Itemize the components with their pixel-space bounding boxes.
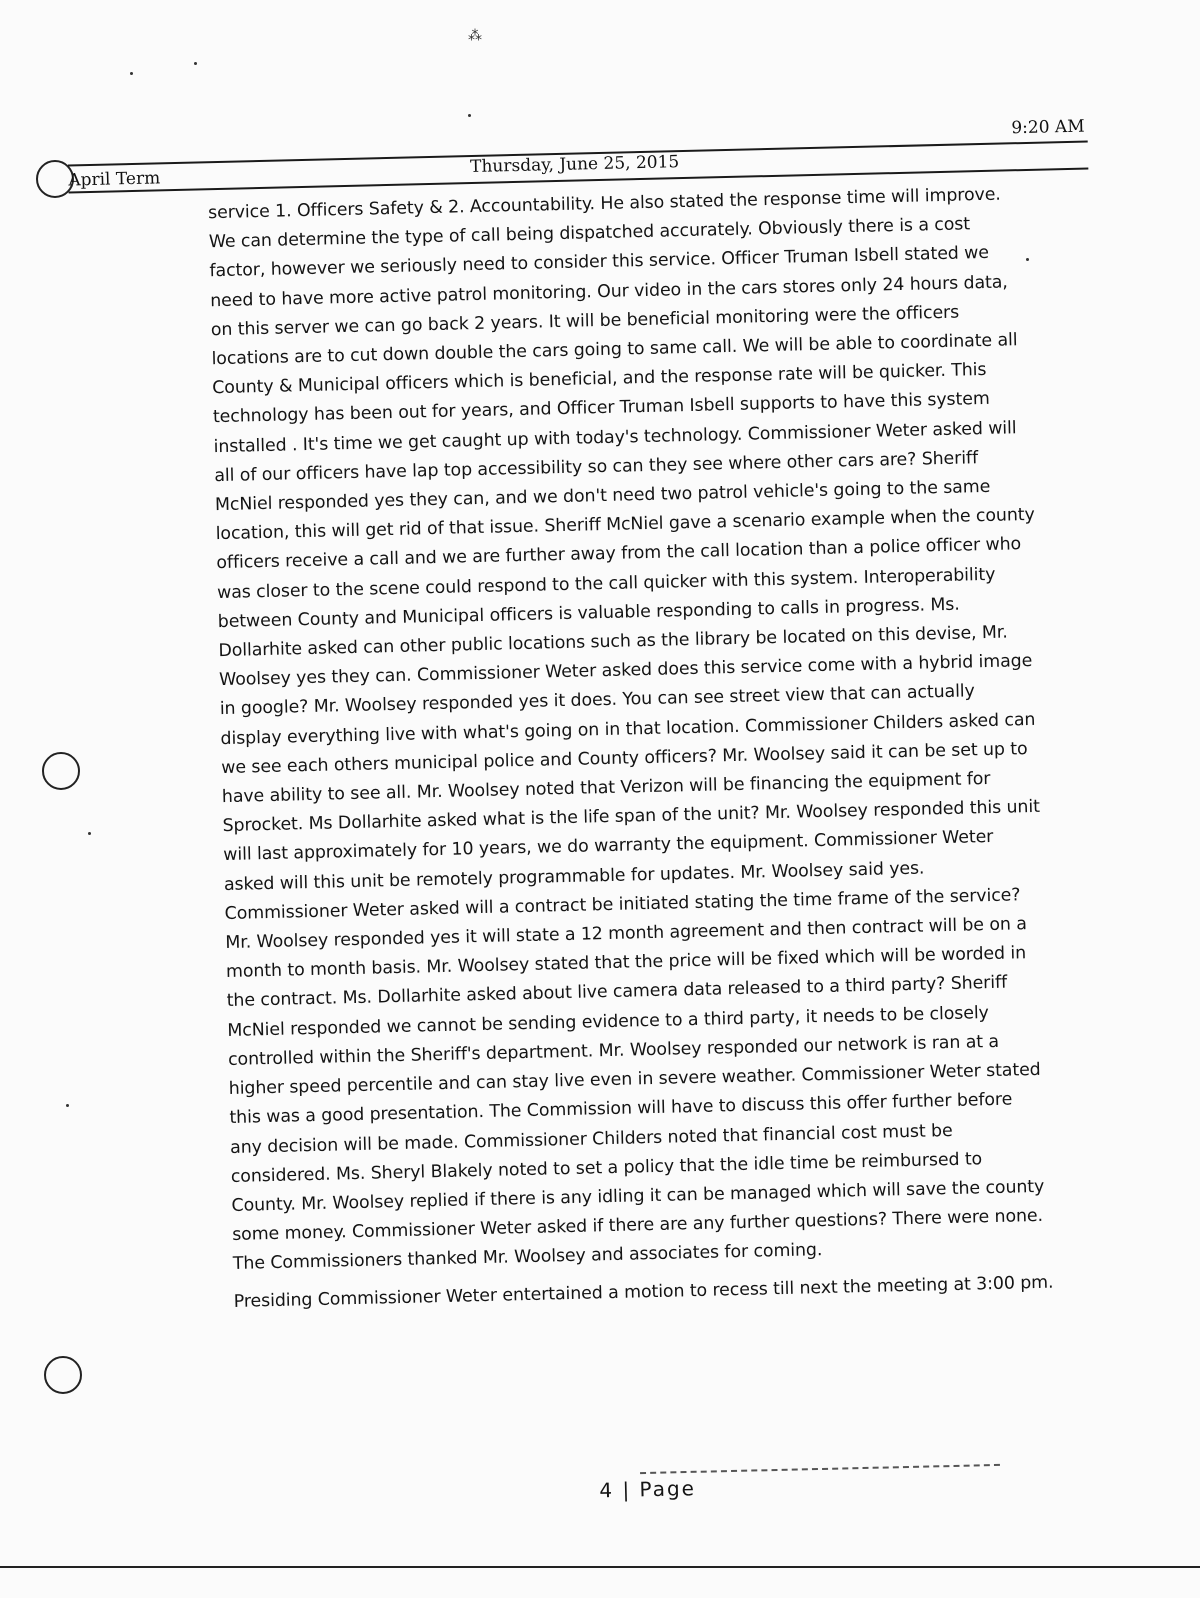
page-number: 4 | Page — [599, 1476, 697, 1503]
scan-mark-top: ⁂ — [468, 28, 482, 44]
header-date: Thursday, June 25, 2015 — [469, 152, 680, 178]
scan-bottom-edge — [0, 1566, 1200, 1568]
minutes-body — [208, 180, 1054, 1317]
header-term: April Term — [68, 168, 161, 191]
header-time: 9:20 AM — [1011, 116, 1085, 139]
minutes-paragraph-recess: Presiding Commissioner Weter entertained a motion to recess till next the meeting at 3:00 pm. — [233, 1272, 1054, 1312]
minutes-paragraph: service 1. Officers Safety & 2. Accountability. He also stated the response time will improve. We can determine the type of call being dispatched accurately. Obviously there is a cost factor, however we seriously need to consider this service. Officer Truman Isbell stated we need to have more active patrol monitoring. Our video in the cars stores only 24 hours data, on this server we can go back 2 years. It will be beneficial monitoring were the officers locations are to cut down double the cars going to same call. We will be able to coordinate all County & Municipal officers which is beneficial, and the response rate will be quicker. This technology has been out for years, and Officer Truman Isbell supports to have this system installed . It's time we get caught up with today's technology. Commissioner Weter asked will all of our officers have lap top accessibility so can they see where other cars are? Sheriff McNiel responded yes they can, and we don't need two patrol vehicle's going to the same location, this will get rid of that issue. Sheriff McNiel gave a scenario example when the county officers receive a call and we are further away from the call location than a police officer who was closer to the scene could respond to the call quicker with this system. Interoperability between County and Municipal officers is valuable responding to calls in progress. Ms. Dollarhite asked can other public locations such as the library be located on this devise, Mr. Woolsey yes they can. Commissioner Weter asked does this service come with a hybrid image in google? Mr. Woolsey responded yes it does. You can see street view that can actually display everything live with what's going on in that location. Commissioner Childers asked can we see each others municipal police and County officers? Mr. Woolsey said it can be set up to have ability to see all. Mr. Woolsey noted that Verizon will be financing the equipment for Sprocket. Ms Dollarhite asked what is the life span of the unit? Mr. Woolsey responded this unit will last approximately for 10 years, we do warranty the equipment. Commissioner Weter asked will this unit be remotely programmable for updates. Mr. Woolsey said yes. Commissioner Weter asked will a contract be initiated stating the time frame of the service? Mr. Woolsey responded yes it will state a 12 month agreement and then contract will be on a month to month basis. Mr. Woolsey stated that the price will be fixed which will be worded in the contract. Ms. Dollarhite asked about live camera data released to a third party? Sheriff McNiel responded we cannot be sending evidence to a third party, it needs to be closely controlled within the Sheriff's department. Mr. Woolsey responded our network is ran at a higher speed percentile and can stay live even in severe weather. Commissioner Weter stated this was a good presentation. The Commission will have to discuss this offer further before any decision will be made. Commissioner Childers noted that financial cost must be considered. Ms. Sheryl Blakely noted to set a policy that the idle time be reimbursed to County. Mr. Woolsey replied if there is any idling it can be managed which will save the county some money. Commissioner Weter asked if there are any further questions? There were none. The Commissioners thanked Mr. Woolsey and associates for coming. — [207, 184, 1045, 1275]
